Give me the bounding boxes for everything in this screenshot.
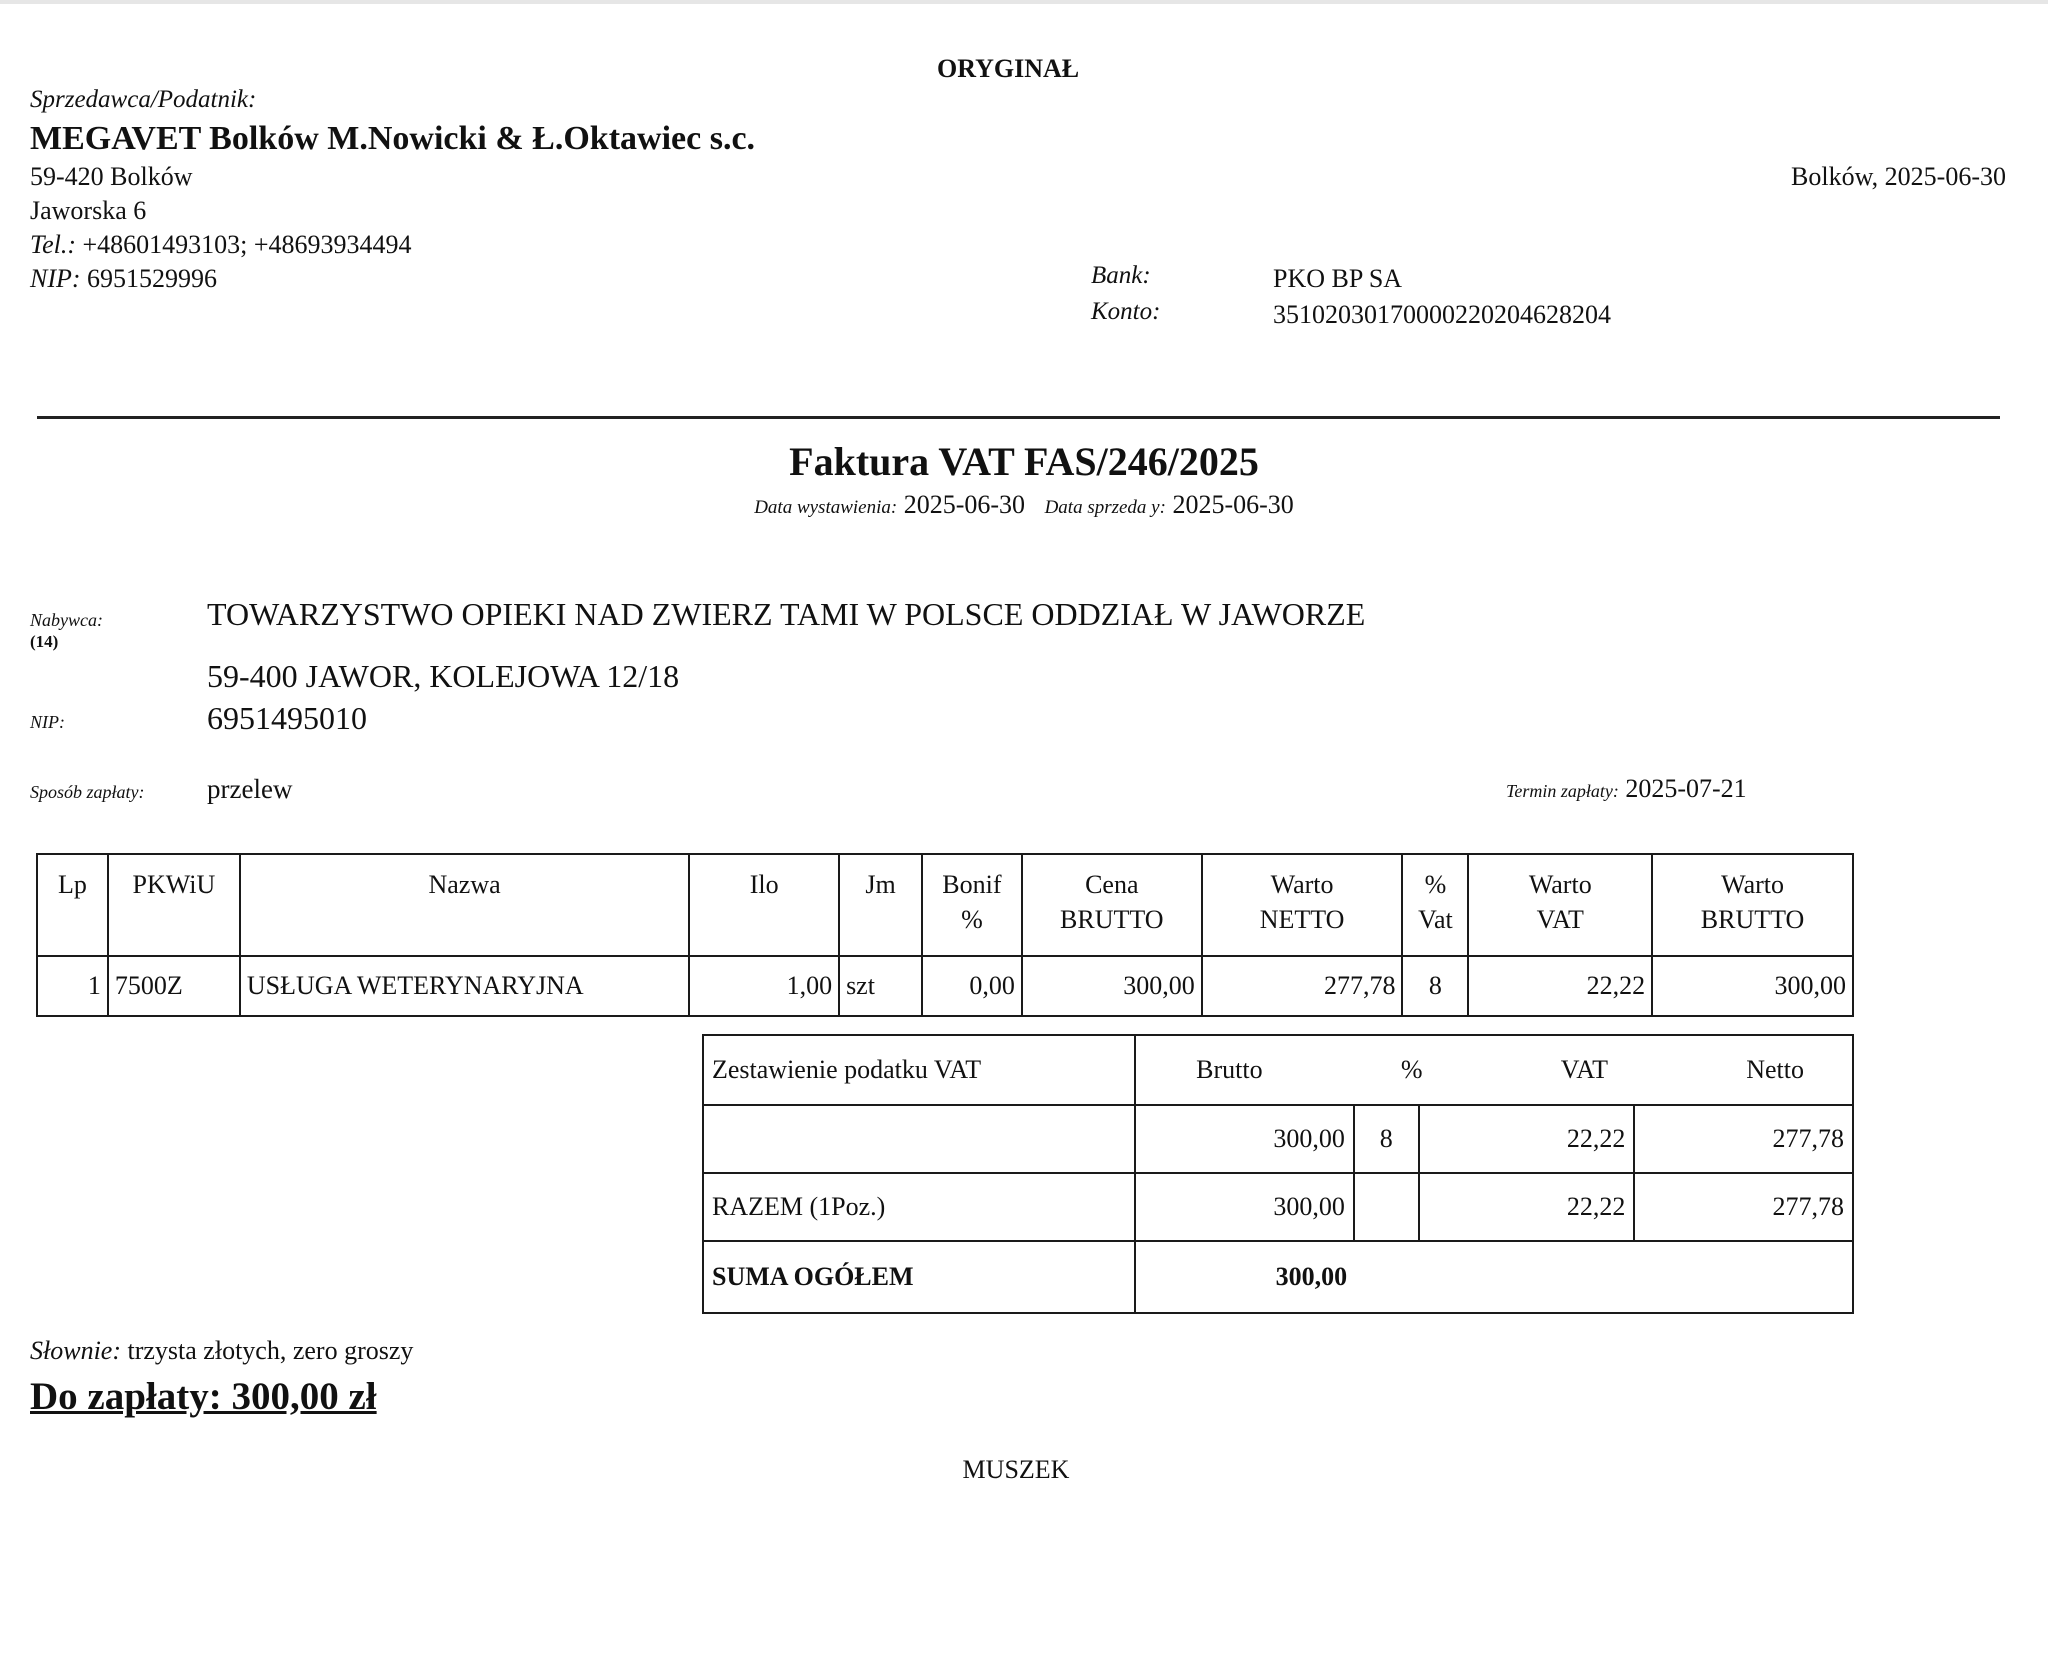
seller-name: MEGAVET Bolków M.Nowicki & Ł.Oktawiec s.c.	[30, 120, 756, 157]
col-price-l2: BRUTTO	[1060, 905, 1164, 934]
vat-rate-row	[703, 1105, 1853, 1173]
col-bonif-l2: %	[961, 905, 983, 934]
col-gross-l2: BRUTTO	[1700, 905, 1805, 934]
col-vat	[1468, 854, 1652, 956]
cell-vatpct: 8	[1402, 956, 1468, 1016]
payment-due-label: Termin zapłaty:	[1506, 781, 1619, 801]
account-label: Konto:	[1091, 298, 1161, 325]
vat-total-label: RAZEM (1Poz.)	[703, 1173, 1135, 1241]
col-unit: Jm	[839, 854, 922, 956]
sale-date: 2025-06-30	[1172, 490, 1294, 519]
cell-gross: 300,00	[1652, 956, 1853, 1016]
vat-header-labels	[1136, 1055, 1852, 1085]
cell-qty: 1,00	[689, 956, 839, 1016]
table-row	[37, 956, 1853, 1016]
buyer-name: TOWARZYSTWO OPIEKI NAD ZWIERZ TAMI W POLSCE ODDZIAŁ W JAWORZE	[207, 596, 1366, 632]
vat-sum-cell	[1135, 1241, 1853, 1313]
top-border	[0, 0, 2048, 4]
payment-method-label: Sposób zapłaty:	[30, 782, 145, 802]
cell-name: USŁUGA WETERYNARYJNA	[240, 956, 689, 1016]
header-divider	[37, 416, 2000, 419]
words-label: Słownie:	[30, 1336, 121, 1365]
amount-to-pay: Do zapłaty: 300,00 zł	[30, 1375, 377, 1418]
items-table	[36, 853, 1854, 1017]
cell-price: 300,00	[1022, 956, 1202, 1016]
seller-tel-label: Tel.:	[30, 230, 76, 259]
col-bonif-l1: Bonif	[942, 870, 1002, 899]
vat-header-row	[703, 1035, 1853, 1105]
vat-rate-gross: 300,00	[1135, 1105, 1354, 1173]
col-gross	[1652, 854, 1853, 956]
payment-method: przelew	[207, 774, 293, 804]
col-vat-l2: VAT	[1536, 905, 1584, 934]
payment-due	[1506, 774, 1747, 804]
vat-total-row	[703, 1173, 1853, 1241]
cell-net: 277,78	[1202, 956, 1403, 1016]
vat-total-vat: 22,22	[1419, 1173, 1635, 1241]
col-net-l2: NETTO	[1259, 905, 1345, 934]
account-number: 35102030170000220204628204	[1273, 300, 1611, 329]
vat-head-net: Netto	[1746, 1055, 1804, 1084]
vat-sum-label: SUMA OGÓŁEM	[703, 1241, 1135, 1313]
items-header-row	[37, 854, 1853, 956]
signature: MUSZEK	[962, 1455, 1070, 1484]
issue-date: 2025-06-30	[903, 490, 1026, 519]
seller-tel-value: +48601493103; +48693934494	[82, 230, 412, 259]
vat-total-net: 277,78	[1634, 1173, 1853, 1241]
vat-rate-pct: 8	[1354, 1105, 1419, 1173]
col-gross-l1: Warto	[1721, 870, 1784, 899]
vat-sum-row	[703, 1241, 1853, 1313]
bank-label: Bank:	[1091, 262, 1151, 289]
col-vatpct	[1402, 854, 1468, 956]
vat-head-gross: Brutto	[1196, 1055, 1263, 1084]
seller-nip-label: NIP:	[30, 264, 81, 293]
col-price-l1: Cena	[1085, 870, 1139, 899]
seller-nip	[30, 264, 217, 294]
col-vatpct-l2: Vat	[1418, 905, 1453, 934]
seller-nip-value: 6951529996	[87, 264, 218, 293]
col-lp: Lp	[37, 854, 108, 956]
sale-date-label: Data sprzeda y:	[1044, 497, 1166, 518]
words-text: trzysta złotych, zero groszy	[127, 1336, 414, 1365]
bank-name: PKO BP SA	[1273, 264, 1403, 293]
place-date: Bolków, 2025-06-30	[1791, 162, 2006, 191]
col-pkwiu: PKWiU	[108, 854, 240, 956]
seller-postal: 59-420 Bolków	[30, 162, 193, 191]
cell-pkwiu: 7500Z	[108, 956, 240, 1016]
buyer-label: Nabywca:	[30, 610, 103, 630]
seller-tel	[30, 230, 412, 260]
cell-unit: szt	[839, 956, 922, 1016]
vat-total-pct-empty	[1354, 1173, 1419, 1241]
cell-lp: 1	[37, 956, 108, 1016]
payment-due-date: 2025-07-21	[1625, 774, 1747, 803]
col-name: Nazwa	[240, 854, 689, 956]
cell-bonif: 0,00	[922, 956, 1022, 1016]
col-qty: Ilo	[689, 854, 839, 956]
original-label: ORYGINAŁ	[937, 54, 1080, 83]
vat-rate-net: 277,78	[1634, 1105, 1853, 1173]
buyer-nip: 6951495010	[207, 700, 367, 736]
buyer-code: (14)	[30, 632, 59, 651]
invoice-dates	[0, 490, 2048, 520]
cell-vat: 22,22	[1468, 956, 1652, 1016]
seller-label: Sprzedawca/Podatnik:	[30, 86, 257, 113]
seller-street: Jaworska 6	[30, 196, 147, 225]
issue-date-label: Data wystawienia:	[754, 497, 898, 518]
vat-head-vat: VAT	[1560, 1055, 1608, 1084]
vat-rate-vat: 22,22	[1419, 1105, 1635, 1173]
buyer-address: 59-400 JAWOR, KOLEJOWA 12/18	[207, 658, 680, 694]
vat-summary-title: Zestawienie podatku VAT	[703, 1035, 1135, 1105]
col-vat-l1: Warto	[1528, 870, 1592, 899]
col-vatpct-l1: %	[1424, 870, 1447, 899]
vat-sum-value: 300,00	[1275, 1262, 1348, 1291]
invoice-title: Faktura VAT FAS/246/2025	[789, 439, 1259, 484]
col-net-l1: Warto	[1270, 870, 1334, 899]
vat-head-pct: %	[1400, 1055, 1423, 1084]
col-bonif	[922, 854, 1022, 956]
vat-rate-empty	[703, 1105, 1135, 1173]
col-net	[1202, 854, 1403, 956]
vat-total-gross: 300,00	[1135, 1173, 1354, 1241]
col-price	[1022, 854, 1202, 956]
buyer-nip-label: NIP:	[30, 712, 65, 732]
vat-header-cell	[1135, 1035, 1853, 1105]
vat-summary-table	[702, 1034, 1854, 1314]
amount-in-words	[30, 1336, 413, 1366]
